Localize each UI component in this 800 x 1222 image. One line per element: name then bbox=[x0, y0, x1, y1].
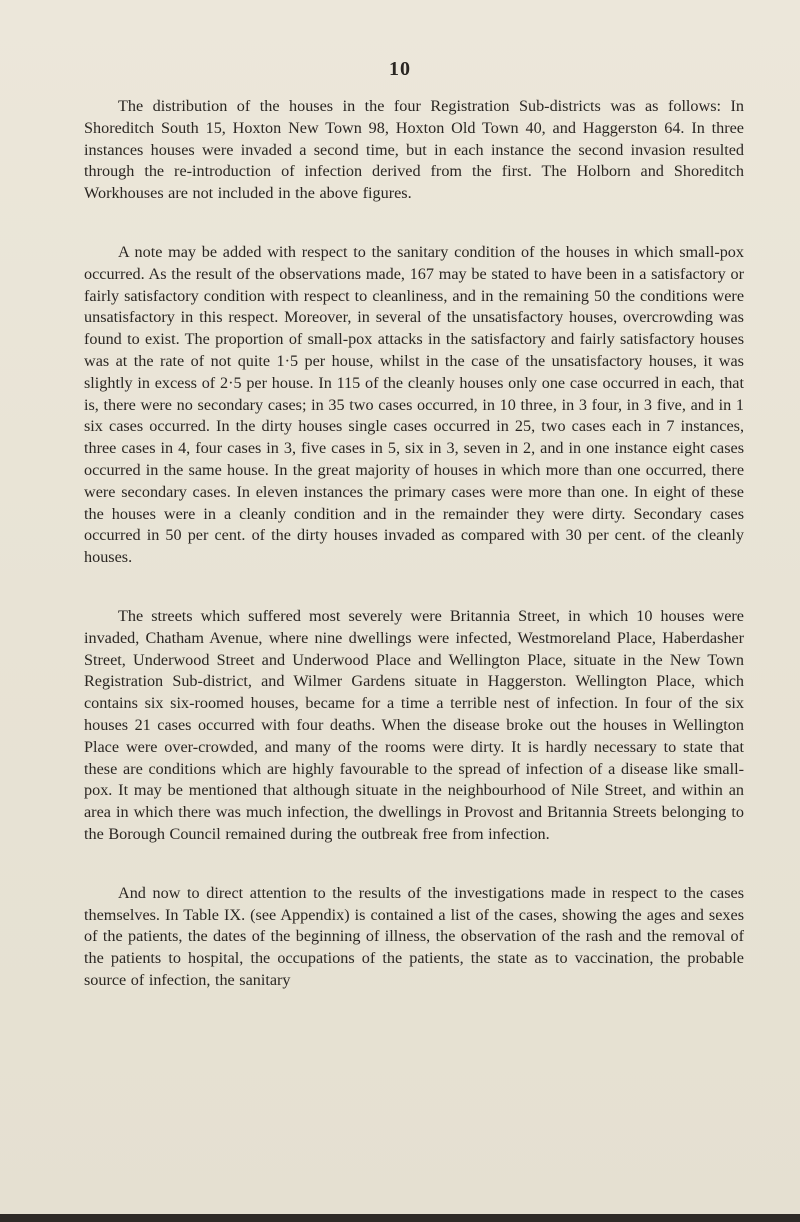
page-number: 10 bbox=[389, 58, 411, 80]
paragraph-case-investigations: And now to direct attention to the results of the investigations made in respect to the cases themselves. In Table IX. (see Appendix) is contained a list of the cases, showing the ages and sexes of the patients, the dates of the beginning of illness, the observation of the rash and the removal of the patients to hospital, the occupations of the patients, the state as to vaccination, the probable source of infection, the sanitary bbox=[84, 883, 744, 989]
page-bottom-edge bbox=[0, 1214, 800, 1222]
body-text bbox=[84, 96, 744, 992]
paragraph-sanitary-condition: A note may be added with respect to the sanitary condition of the houses in which small-pox occurred. As the result of the observations made, 167 may be stated to have been in a satisfactory or fairly satisfactory condition with respect to cleanliness, and in the remaining 50 the conditions were unsatisfactory in this respect. Moreover, in several of the unsatisfactory houses, overcrowding was found to exist. The proportion of small-pox attacks in the satisfactory and fairly satisfactory houses was at the rate of not quite 1·5 per house, whilst in the case of the unsatisfactory houses, it was slightly in excess of 2·5 per house. In 115 of the cleanly houses only one case occurred in each, that is, there were no secondary cases; in 35 two cases occurred, in 10 three, in 3 four, in 3 five, and in 1 six cases occurred. In the dirty houses single cases occurred in 25, two cases each in 7 instances, three cases in 4, four cases in 3, five cases in 5, six in 3, seven in 2, and in one instance eight cases occurred in the same house. In the great majority of houses in which more than one occurred, there were secondary cases. In eleven instances the primary cases were more than one. In eight of these the houses were in a cleanly condition and in the remainder they were dirty. Secondary cases occurred in 50 per cent. of the dirty houses invaded as compared with 30 per cent. of the cleanly houses. bbox=[84, 242, 744, 567]
paragraph-house-distribution: The distribution of the houses in the four Registration Sub-districts was as follows: In Shoreditch South 15, Hoxton New Town 98, Hoxton Old Town 40, and Haggerston 64. In three instances houses were invaded a second time, but in each instance the second invasion resulted through the re-introduction of infection derived from the first. The Holborn and Shoreditch Workhouses are not included in the above figures. bbox=[84, 97, 744, 203]
paragraph-affected-streets: The streets which suffered most severely were Britannia Street, in which 10 houses were invaded, Chatham Avenue, where nine dwellings were infected, Westmoreland Place, Haberdasher Street, Underwood Street and Underwood Place and Wellington Place, situate in the New Town Registration Sub-district, and Wilmer Gardens situate in Haggerston. Wellington Place, which contains six six-roomed houses, became for a time a terrible nest of infection. In four of the six houses 21 cases occurred with four deaths. When the disease broke out the houses in Wellington Place were over-crowded, and many of the rooms were dirty. It is hardly necessary to state that these are conditions which are highly favourable to the spread of infection of a disease like small-pox. It may be mentioned that although situate in the neighbourhood of Nile Street, and within an area in which there was much infection, the dwellings in Provost and Britannia Streets belonging to the Borough Council remained during the outbreak free from infection. bbox=[84, 606, 744, 843]
